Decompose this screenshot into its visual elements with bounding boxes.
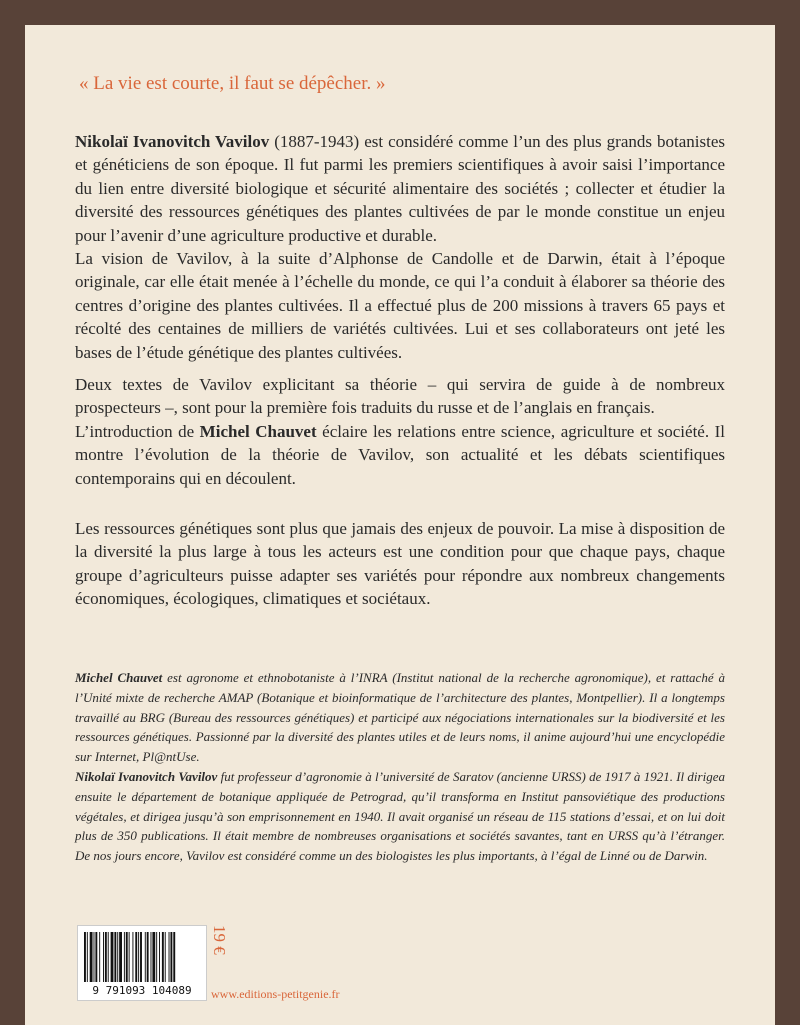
barcode-bar bbox=[159, 932, 160, 982]
publisher-website[interactable]: www.editions-petitgenie.fr bbox=[211, 987, 340, 1001]
texts-paragraph-2 bbox=[75, 420, 725, 490]
barcode-bar bbox=[119, 932, 122, 982]
barcode-bar bbox=[156, 932, 157, 982]
barcode-bar bbox=[84, 932, 86, 982]
barcode-bar bbox=[95, 932, 97, 982]
texts-section bbox=[75, 373, 725, 490]
barcode-bar bbox=[147, 932, 149, 982]
barcode-bar bbox=[105, 932, 107, 982]
barcode-bar bbox=[170, 932, 172, 982]
barcode-bar bbox=[135, 932, 137, 982]
barcode-bar bbox=[165, 932, 166, 982]
texts-paragraph-2-text: éclaire les relations entre science, agriculture et société. Il montre l’évolution de la théorie de Vavilov, son actualité et les débats scientifiques contemporains qui en découlent. bbox=[75, 421, 725, 488]
barcode-bar bbox=[162, 932, 164, 982]
barcode-bar bbox=[152, 932, 155, 982]
epigraph-quote: « La vie est courte, il faut se dépêcher. » bbox=[79, 73, 386, 94]
barcode-bar bbox=[132, 932, 133, 982]
barcode-number: 9 791093 104089 bbox=[92, 984, 192, 997]
intro-paragraph-2: La vision de Vavilov, à la suite d’Alphonse de Candolle et de Darwin, était à l’époque originale, car elle était menée à l’échelle du monde, ce qui l’a conduit à élaborer sa théorie des centres d’origine des plantes cultivées. Il a effectué plus de 200 missions à travers 65 pays et récolté des centaines de milliers de variétés cultivées. Lui et ses collaborateurs ont jeté les bases de l’étude génétique des plantes cultivées. bbox=[75, 249, 725, 362]
barcode-bars-graphic bbox=[84, 932, 200, 982]
bio-chauvet-text: est agronome et ethnobotaniste à l’INRA (Institut national de la recherche agronomique), et rattaché à l’Unité mixte de recherche AMAP (Botanique et bioinformatique de l’architecture des plantes, Montpellier). Il a longtemps travaillé au BRG (Bureau des ressources génétiques) et participé aux négociations internationales sur la biodiversité et les ressources génétiques. Passionné par la diversité des plantes utiles et de leurs noms, il anime aujourd’hui une encyclopédie sur Internet, Pl@ntUse. bbox=[75, 670, 725, 765]
barcode-bar bbox=[90, 932, 93, 982]
bio-chauvet bbox=[75, 668, 725, 767]
barcode-bar bbox=[103, 932, 104, 982]
barcode-bar bbox=[169, 932, 170, 982]
barcode-bar bbox=[140, 932, 142, 982]
barcode-bar bbox=[99, 932, 100, 982]
bio-vavilov bbox=[75, 767, 725, 866]
author-bios bbox=[75, 668, 725, 866]
intro-section bbox=[75, 130, 725, 364]
barcode-bar bbox=[126, 932, 128, 982]
barcode-bar bbox=[94, 932, 95, 982]
barcode-bar bbox=[108, 932, 109, 982]
chauvet-name-bold: Michel Chauvet bbox=[199, 421, 317, 441]
barcode-bar bbox=[173, 932, 175, 982]
barcode-bar bbox=[151, 932, 152, 982]
barcode-bar bbox=[145, 932, 146, 982]
intro-paragraph-1 bbox=[75, 130, 725, 247]
price-label: 19 € bbox=[210, 925, 229, 955]
back-cover bbox=[25, 25, 775, 1025]
barcode-bar bbox=[138, 932, 139, 982]
barcode-bar bbox=[124, 932, 125, 982]
isbn-barcode bbox=[77, 925, 207, 1001]
texts-paragraph-1: Deux textes de Vavilov explicitant sa théorie – qui servira de guide à de nombreux prospecteurs –, sont pour la première fois traduits du russe et de l’anglais en français. bbox=[75, 375, 725, 418]
barcode-bar bbox=[111, 932, 114, 982]
vavilov-name-bold: Nikolaï Ivanovitch Vavilov bbox=[75, 132, 270, 151]
barcode-bar bbox=[114, 932, 116, 982]
texts-paragraph-2-start: L’introduction de bbox=[75, 421, 200, 441]
barcode-bar bbox=[87, 932, 88, 982]
barcode-bar bbox=[129, 932, 130, 982]
bio-vavilov-name: Nikolaï Ivanovitch Vavilov bbox=[75, 768, 218, 784]
intro-paragraph-1-text: (1887-1943) est considéré comme l’un des plus grands botanistes et généticiens de son époque. Il fut parmi les premiers scientifiques à avoir saisi l’importance du lien entre diversité biologique et sécurité alimentaire des sociétés ; collecter et étudier la diversité des ressources génétiques des plantes cultivées de par le monde constitue un enjeu pour l’avenir d’une agriculture productive et durable. bbox=[75, 132, 725, 245]
resources-section bbox=[75, 517, 725, 611]
bio-chauvet-name: Michel Chauvet bbox=[75, 670, 163, 685]
barcode-bar bbox=[117, 932, 118, 982]
bio-vavilov-text: fut professeur d’agronomie à l’université de Saratov (ancienne URSS) de 1917 à 1921. Il dirigea ensuite le département de botanique appliquée de Petrograd, qu’il transforma en Institut pansoviétique des productions végétales, et dirigea jusqu’à son emprisonnement en 1940. Il avait organisé un réseau de 115 stations d’essai, et on lui doit plus de 350 publications. Il était membre de nombreuses organisations et sociétés savantes, tant en URSS qu’à l’étranger. De nos jours encore, Vavilov est considéré comme un des biologistes les plus importants, à l’égal de Linné ou de Darwin. bbox=[75, 768, 725, 864]
resources-paragraph: Les ressources génétiques sont plus que jamais des enjeux de pouvoir. La mise à disposition de la diversité la plus large à tous les acteurs est une condition pour que chaque pays, chaque groupe d’agriculteurs puisse adapter ses variétés pour répondre aux nombreux changements économiques, écologiques, climatiques et sociétaux. bbox=[75, 519, 725, 609]
